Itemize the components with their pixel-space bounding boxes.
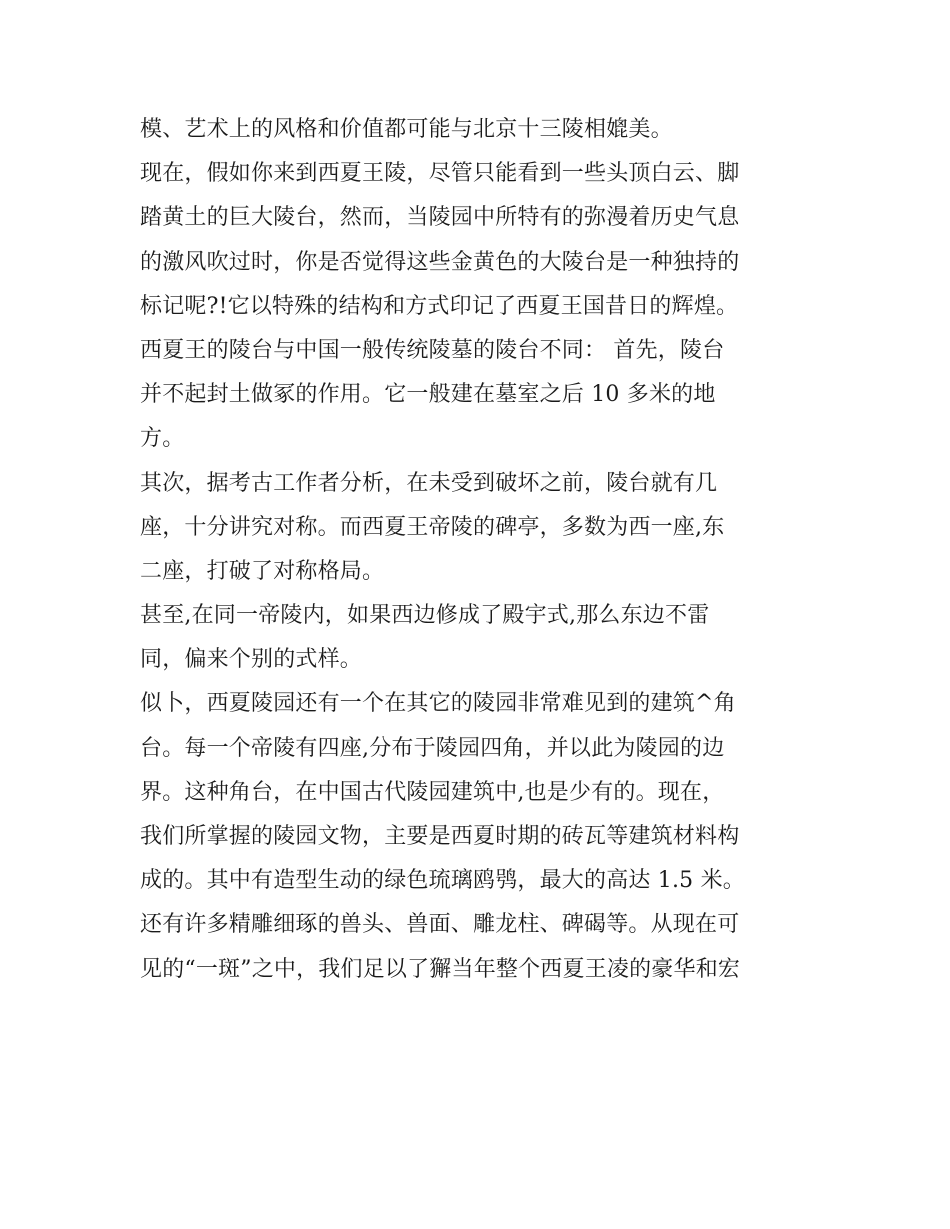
text-line: 方。 [140,426,185,452]
text-line: 的激风吹过时，你是否觉得这些金黄色的大陵台是一种独持的 [140,249,740,275]
text-line: 台。每一个帝陵有四座,分布于陵园四角，并以此为陵园的边 [140,735,725,761]
text-line: 甚至,在同一帝陵内，如果西边修成了殿宇式,那么东边不雷 [140,603,710,629]
text-line: 似卜，西夏陵园还有一个在其它的陵园非常难见到的建筑^角 [140,691,736,717]
text-line: 并不起封土做冢的作用。它一般建在墓室之后 10 多米的地 [140,382,716,408]
text-line: 二座，打破了对称格局。 [140,558,385,584]
text-line: 我们所掌握的陵园文物，主要是西夏时期的砖瓦等建筑材料构 [140,824,740,849]
text-line: 模、艺术上的风格和价值都可能与北京十三陵相媲美。 [140,117,673,142]
body-text [140,108,820,992]
text-line: 踏黄土的巨大陵台，然而，当陵园中所特有的弥漫着历史气息 [140,205,740,231]
text-line: 其次，据考古工作者分析，在未受到破坏之前，陵台就有几 [140,470,718,496]
text-line: 成的。其中有造型生动的绿色琉璃鸥鸮，最大的高达 1.5 米。 [140,868,745,894]
text-line: 界。这种角台，在中国古代陵园建筑中,也是少有的。现在， [140,779,725,805]
text-line: 现在，假如你来到西夏王陵，尽管只能看到一些头顶白云、脚 [140,161,740,187]
text-line: 同，偏来个别的式样。 [140,647,363,673]
text-line: 见的“一斑”之中，我们足以了獬当年整个西夏王凌的豪华和宏 [140,956,741,982]
text-line: 还有许多精雕细琢的兽头、兽面、雕龙柱、碑碣等。从现在可 [140,912,740,938]
text-line: 西夏王的陵台与中国一般传统陵墓的陵台不同： 首先，陵台 [140,337,725,363]
text-line: 标记呢?!它以特殊的结构和方式印记了西夏王国昔日的辉煌。 [140,293,739,319]
text-line: 座，十分讲究对称。而西夏王帝陵的碑亭，多数为西一座,东 [140,514,725,540]
